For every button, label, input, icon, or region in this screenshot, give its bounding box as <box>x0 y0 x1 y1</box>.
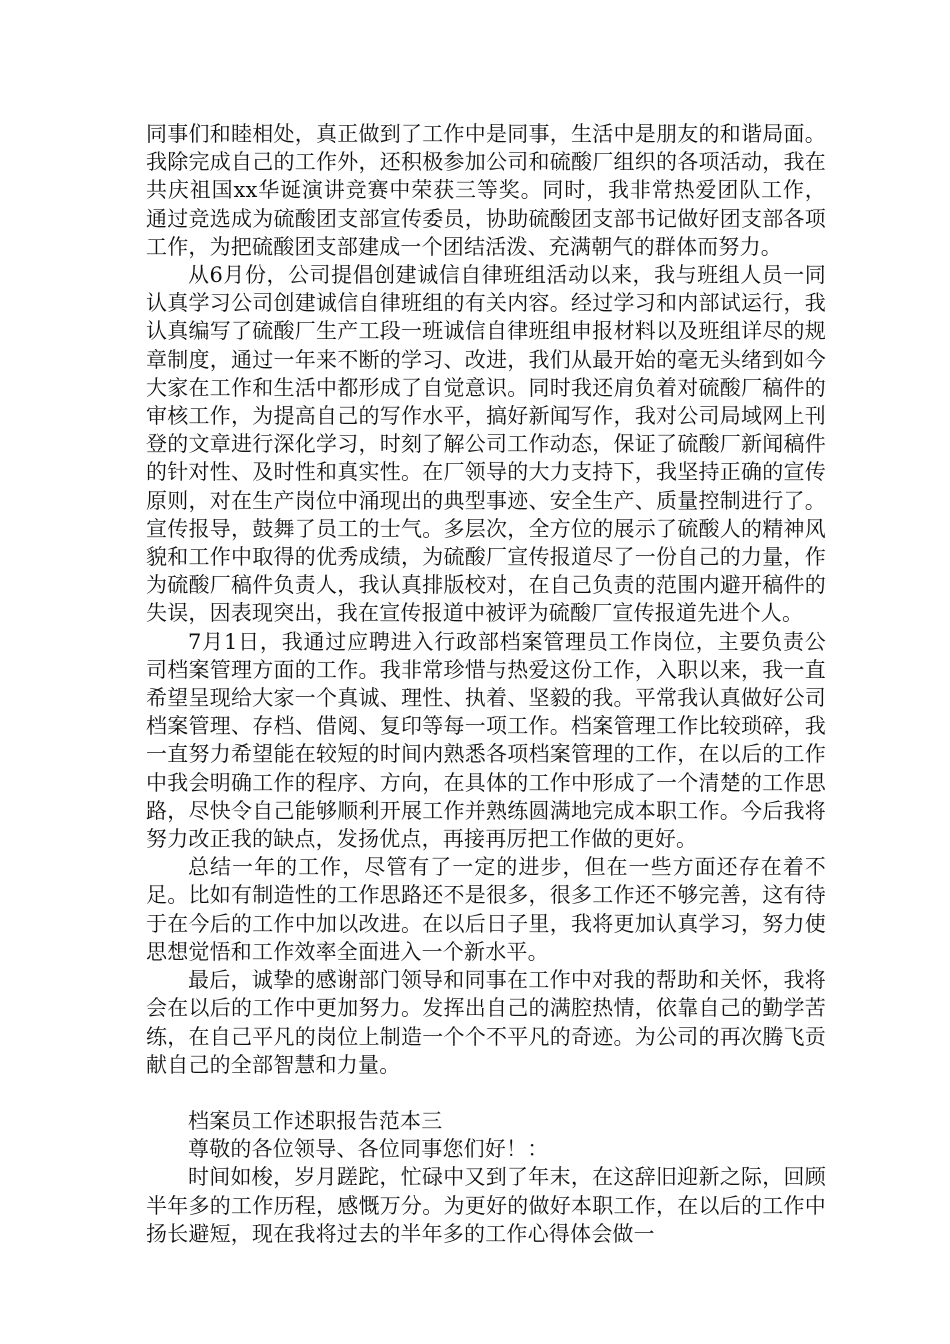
paragraph-2: 从6月份，公司提倡创建诚信自律班组活动以来，我与班组人员一同认真学习公司创建诚信自律班组的有关内容。经过学习和内部试运行，我认真编写了硫酸厂生产工段一班诚信自律班组申报材料以及班组详尽的规章制度，通过一年来不断的学习、改进，我们从最开始的毫无头绪到如今大家在工作和生活中都形成了自觉意识。同时我还肩负着对硫酸厂稿件的审核工作，为提高自己的写作水平，搞好新闻写作，我对公司局域网上刊登的文章进行深化学习，时刻了解公司工作动态，保证了硫酸厂新闻稿件的针对性、及时性和真实性。在厂领导的大力支持下，我坚持正确的宣传原则，对在生产岗位中涌现出的典型事迹、安全生产、质量控制进行了。宣传报导，鼓舞了员工的士气。多层次，全方位的展示了硫酸人的精神风貌和工作中取得的优秀成绩，为硫酸厂宣传报道尽了一份自己的力量，作为硫酸厂稿件负责人，我认真排版校对，在自己负责的范围内避开稿件的失误，因表现突出，我在宣传报道中被评为硫酸厂宣传报道先进个人。 <box>146 263 826 626</box>
blank-line <box>146 1079 826 1107</box>
paragraph-3: 7月1日，我通过应聘进入行政部档案管理员工作岗位，主要负责公司档案管理方面的工作。我非常珍惜与热爱这份工作，入职以来，我一直希望呈现给大家一个真诚、理性、执着、坚毅的我。平常我认真做好公司档案管理、存档、借阅、复印等每一项工作。档案管理工作比较琐碎，我一直努力希望能在较短的时间内熟悉各项档案管理的工作，在以后的工作中我会明确工作的程序、方向，在具体的工作中形成了一个清楚的工作思路，尽快令自己能够顺利开展工作并熟练圆满地完成本职工作。今后我将努力改正我的缺点，发扬优点，再接再厉把工作做的更好。 <box>146 629 826 852</box>
paragraph-5: 最后，诚挚的感谢部门领导和同事在工作中对我的帮助和关怀，我将会在以后的工作中更加努力。发挥出自己的满腔热情，依靠自己的勤学苦练，在自己平凡的岗位上制造一个个不平凡的奇迹。为公司的再次腾飞贡献自己的全部智慧和力量。 <box>146 968 826 1077</box>
salutation: 尊敬的各位领导、各位同事您们好！： <box>188 1137 549 1162</box>
section-title: 档案员工作述职报告范本三 <box>188 1108 443 1133</box>
document-body <box>146 120 826 1248</box>
paragraph-6: 时间如梭，岁月蹉跎，忙碌中又到了年末，在这辞旧迎新之际，回顾半年多的工作历程，感慨万分。为更好的做好本职工作，在以后的工作中扬长避短，现在我将过去的半年多的工作心得体会做一 <box>146 1165 826 1246</box>
paragraph-1: 同事们和睦相处，真正做到了工作中是同事，生活中是朋友的和谐局面。我除完成自己的工作外，还积极参加公司和硫酸厂组织的各项活动，我在共庆祖国xx华诞演讲竞赛中荣获三等奖。同时，我非常热爱团队工作，通过竞选成为硫酸团支部宣传委员，协助硫酸团支部书记做好团支部各项工作，为把硫酸团支部建成一个团结活泼、充满朝气的群体而努力。 <box>146 122 826 259</box>
paragraph-4: 总结一年的工作，尽管有了一定的进步，但在一些方面还存在着不足。比如有制造性的工作思路还不是很多，很多工作还不够完善，这有待于在今后的工作中加以改进。在以后日子里，我将更加认真学习，努力使思想觉悟和工作效率全面进入一个新水平。 <box>146 855 826 964</box>
